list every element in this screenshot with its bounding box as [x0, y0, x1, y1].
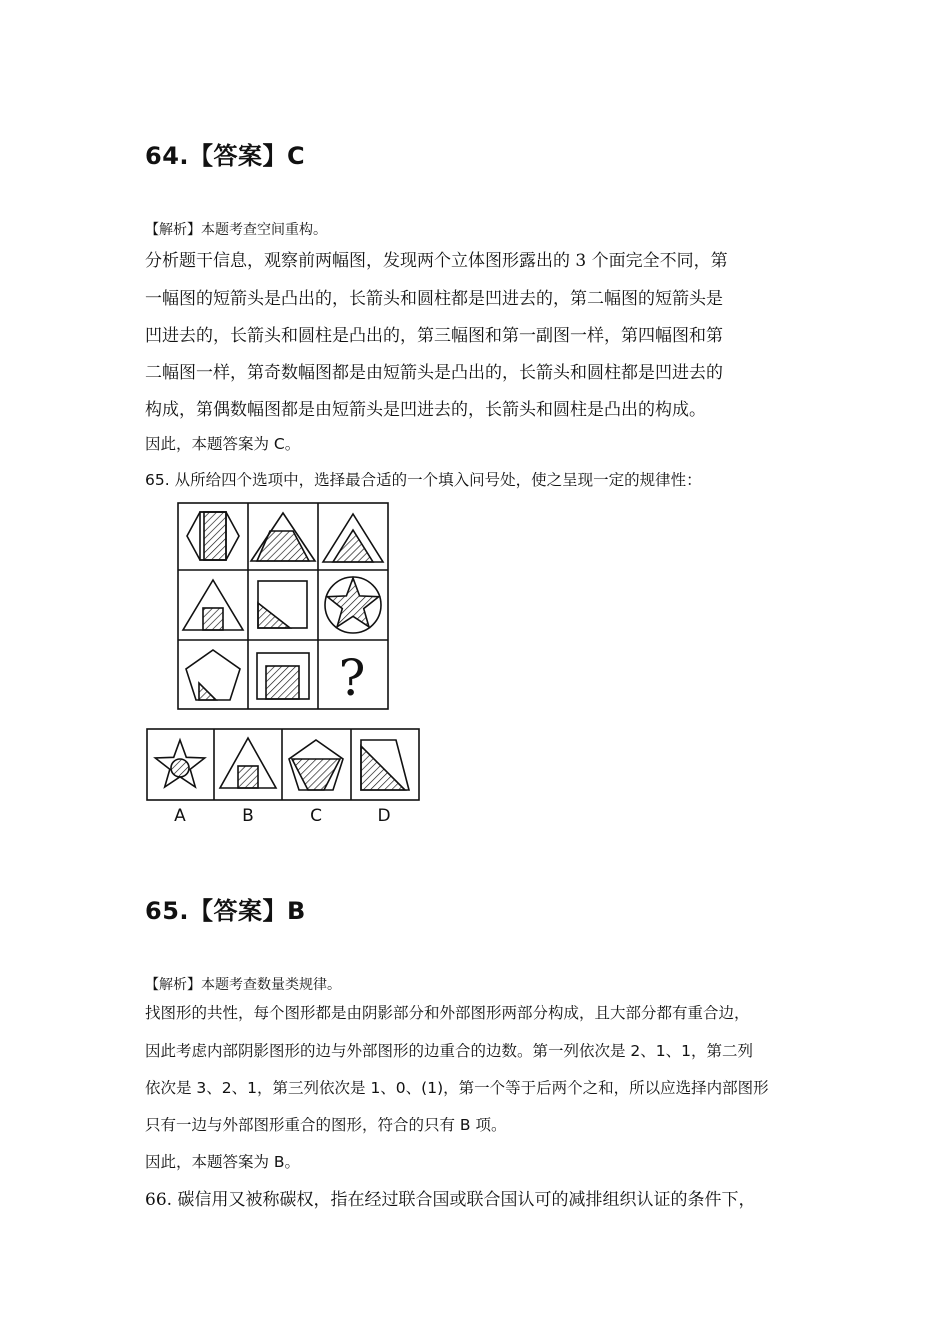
option-a-label: A: [174, 806, 186, 826]
analysis-64-line: 一幅图的短箭头是凸出的，长箭头和圆柱都是凹进去的，第二幅图的短箭头是: [145, 289, 723, 309]
cell-triangle-square-figure: [183, 580, 243, 630]
question-66-text: 66. 碳信用又被称碳权，指在经过联合国或联合国认可的减排组织认证的条件下，: [145, 1190, 756, 1210]
option-d-trapezoid-triangle-figure: [361, 740, 409, 790]
option-b-triangle-square-figure: [220, 738, 276, 788]
analysis-64-conclusion: 因此，本题答案为 C。: [145, 435, 301, 453]
option-b-label: B: [242, 806, 254, 826]
cell-square-in-square-figure: [257, 653, 309, 699]
option-d-label: D: [377, 806, 391, 826]
option-c-pentagon-trapezoid-figure: [289, 740, 343, 790]
cell-square-triangle-figure: [258, 581, 307, 628]
analysis-64-line: 二幅图一样，第奇数幅图都是由短箭头是凸出的，长箭头和圆柱都是凹进去的: [145, 363, 723, 383]
analysis-65-line: 找图形的共性，每个图形都是由阴影部分和外部图形两部分构成，且大部分都有重合边，: [145, 1004, 750, 1022]
question-65-text: 65. 从所给四个选项中，选择最合适的一个填入问号处，使之呈现一定的规律性：: [145, 471, 702, 489]
analysis-65-conclusion: 因此，本题答案为 B。: [145, 1153, 301, 1171]
cell-hexagon-figure: [187, 512, 239, 560]
cell-triangle-trapezoid-figure: [251, 513, 315, 561]
analysis-65-label: 【解析】本题考查数量类规律。: [145, 977, 341, 993]
analysis-65-line: 只有一边与外部图形重合的图形，符合的只有 B 项。: [145, 1116, 507, 1134]
analysis-64-line: 构成，第偶数幅图都是由短箭头是凹进去的，长箭头和圆柱是凸出的构成。: [145, 400, 706, 420]
analysis-64-line: 凹进去的，长箭头和圆柱是凸出的，第三幅图和第一副图一样，第四幅图和第: [145, 326, 723, 346]
answer-64-heading: 64.【答案】C: [145, 142, 306, 170]
analysis-64-line: 分析题干信息，观察前两幅图，发现两个立体图形露出的 3 个面完全不同，第: [145, 251, 728, 271]
analysis-64-label: 【解析】本题考查空间重构。: [145, 222, 327, 238]
cell-circle-star-figure: [325, 577, 381, 633]
answer-65-heading: 65.【答案】B: [145, 897, 306, 925]
option-a-star-circle-figure: [155, 740, 204, 787]
question-mark: ?: [338, 649, 366, 707]
cell-pentagon-triangle-figure: [186, 650, 240, 700]
option-c-label: C: [310, 806, 322, 826]
analysis-65-line: 依次是 3、2、1，第三列依次是 1、0、(1)，第一个等于后两个之和，所以应选择内部图形: [145, 1079, 769, 1097]
cell-nested-triangle-figure: [323, 514, 383, 562]
analysis-65-line: 因此考虑内部阴影图形的边与外部图形的边重合的边数。第一列依次是 2、1、1，第二列: [145, 1042, 754, 1060]
